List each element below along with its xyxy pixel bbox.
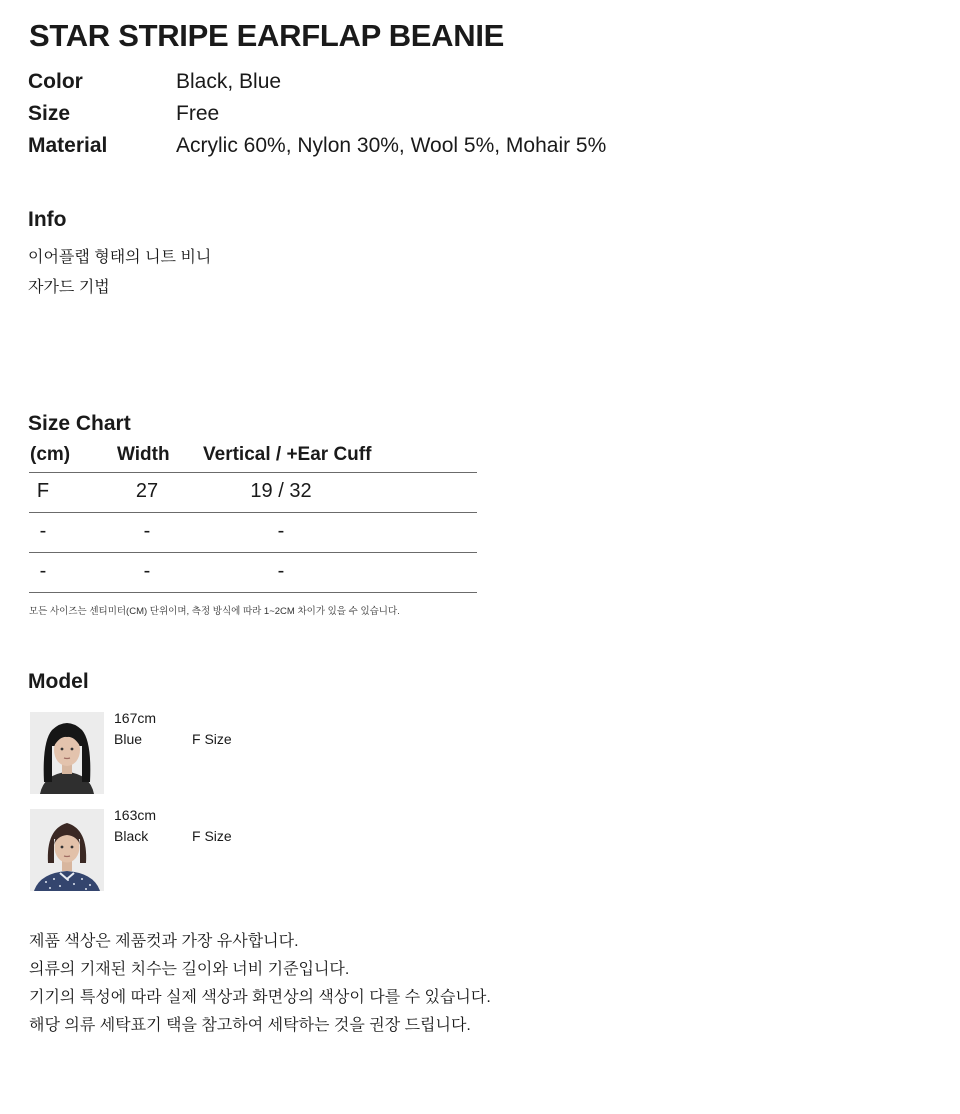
size-chart-header-vertical: Vertical / +Ear Cuff [203,444,372,465]
model-size: F Size [192,828,232,844]
size-chart-header-unit: (cm) [30,444,71,465]
size-chart-cell: - [277,560,285,582]
spec-value-material: Acrylic 60%, Nylon 30%, Wool 5%, Mohair 5% [176,134,607,157]
info-line: 자가드 기법 [28,279,110,296]
model-photo [30,712,104,794]
size-chart-divider [29,472,477,473]
footer-note: 의류의 기재된 치수는 길이와 너비 기준입니다. [29,961,350,978]
size-chart-divider [29,512,477,513]
model-height: 167cm [114,710,157,726]
info-line: 이어플랩 형태의 니트 비니 [28,249,212,266]
size-chart-cell: F [36,480,50,502]
info-heading: Info [28,208,67,231]
spec-label-color: Color [28,70,83,93]
model-color: Black [114,828,149,844]
footer-note: 해당 의류 세탁표기 택을 참고하여 세탁하는 것을 권장 드립니다. [29,1017,471,1034]
footer-note: 기기의 특성에 따라 실제 색상과 화면상의 색상이 다를 수 있습니다. [29,989,491,1006]
size-chart-header-width: Width [117,444,170,465]
size-chart-divider [29,592,477,593]
size-chart-cell: - [143,520,151,542]
model-color: Blue [114,731,143,747]
product-title: STAR STRIPE EARFLAP BEANIE [29,18,505,53]
size-chart-cell: 19 / 32 [250,480,312,502]
model-photo [30,809,104,891]
size-chart-note: 모든 사이즈는 센티미터(CM) 단위이며, 측정 방식에 따라 1~2CM 차이가 있을 수 있습니다. [29,606,400,617]
spec-label-size: Size [28,102,71,125]
spec-value-color: Black, Blue [176,70,282,93]
spec-label-material: Material [28,134,108,157]
size-chart-cell: - [39,520,47,542]
size-chart-cell: - [143,560,151,582]
model-heading: Model [28,670,89,693]
model-height: 163cm [114,807,157,823]
spec-value-size: Free [176,102,220,125]
size-chart-cell: 27 [135,480,159,502]
size-chart-heading: Size Chart [28,412,131,435]
footer-note: 제품 색상은 제품컷과 가장 유사합니다. [29,933,299,950]
model-size: F Size [192,731,232,747]
size-chart-cell: - [277,520,285,542]
size-chart-cell: - [39,560,47,582]
size-chart-divider [29,552,477,553]
